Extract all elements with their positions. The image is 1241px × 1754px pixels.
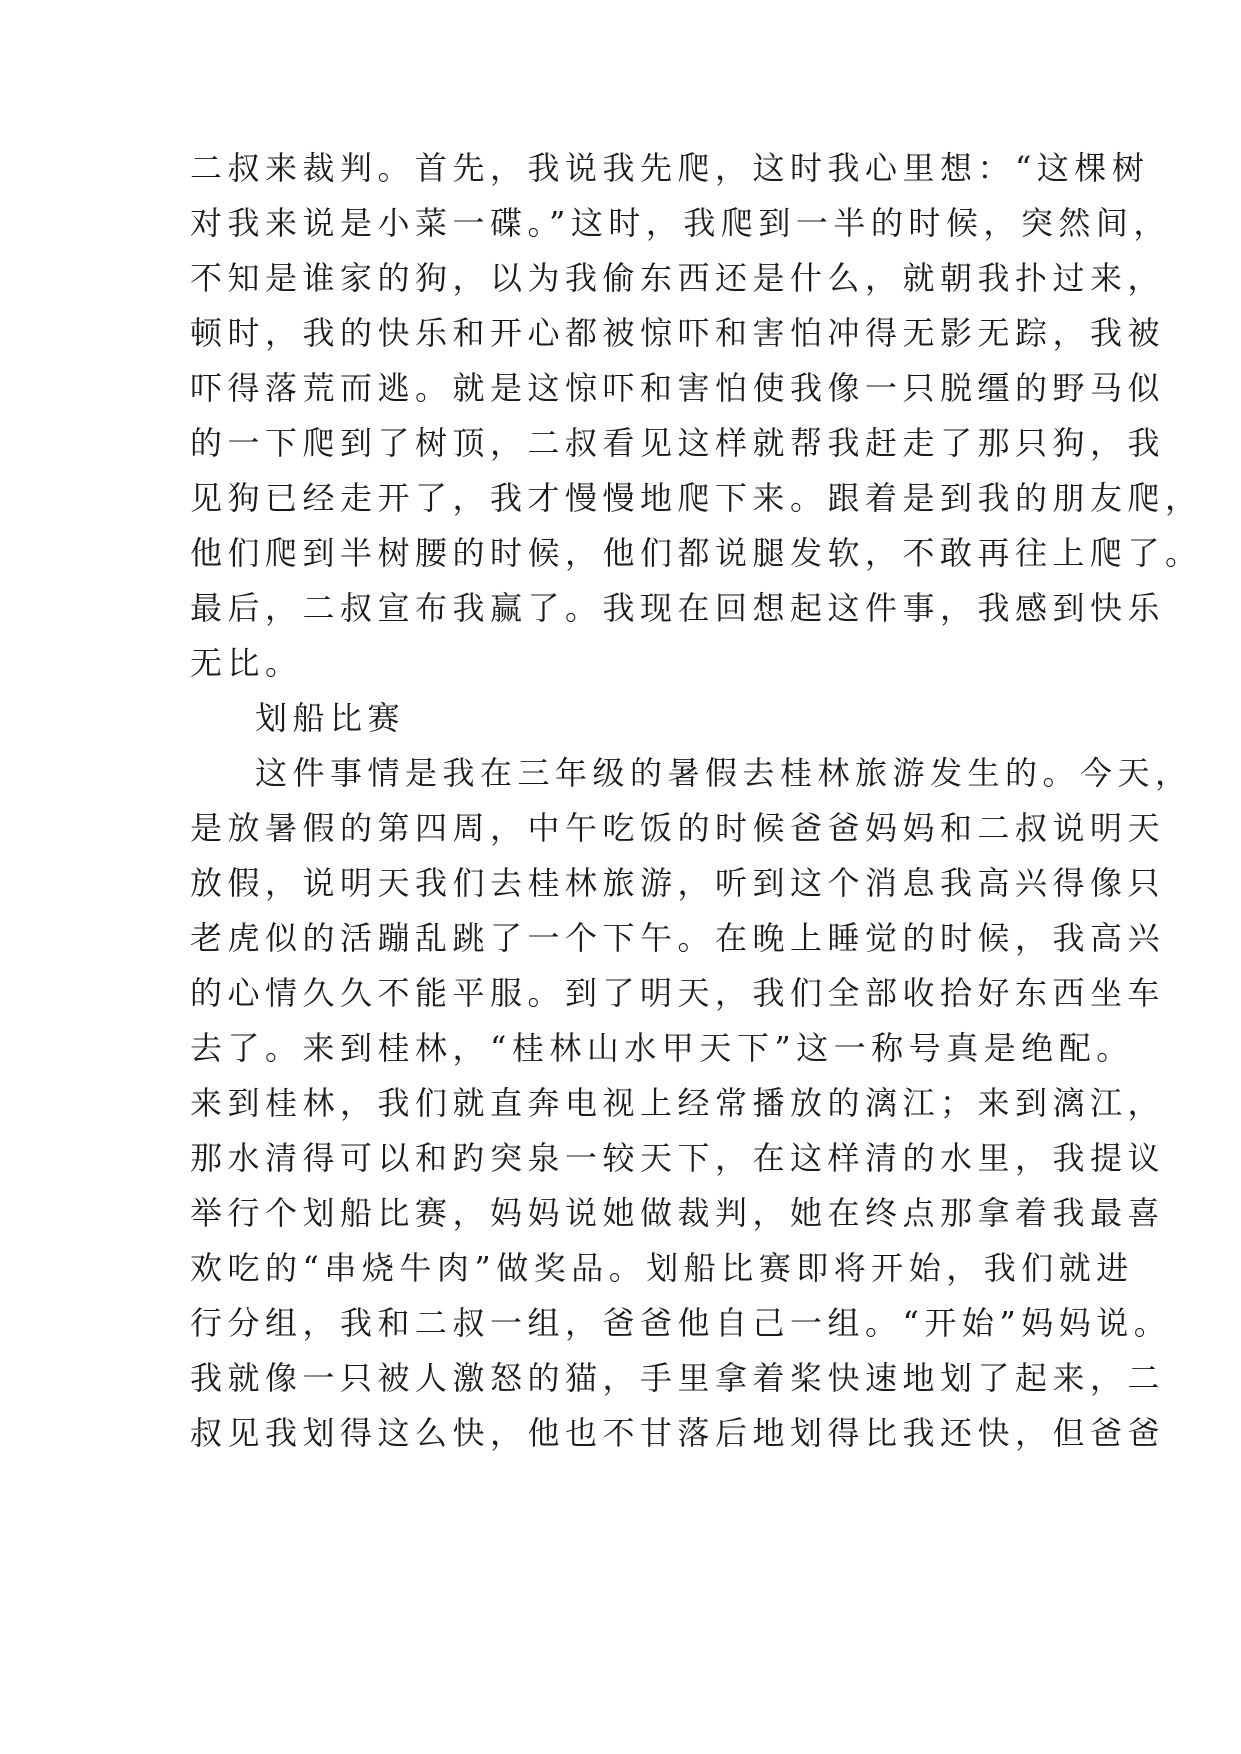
- text-line: 放假，说明天我们去桂林旅游，听到这个消息我高兴得像只: [190, 864, 1166, 902]
- text-line: 我就像一只被人激怒的猫，手里拿着桨快速地划了起来，二: [190, 1359, 1166, 1397]
- text-line: 对我来说是小菜一碟。”这时，我爬到一半的时候，突然间，: [190, 204, 1171, 242]
- text-line: 那水清得可以和趵突泉一较天下，在这样清的水里，我提议: [190, 1139, 1166, 1177]
- text-line: 来到桂林，我们就直奔电视上经常播放的漓江；来到漓江，: [190, 1084, 1166, 1122]
- text-line: 二叔来裁判。首先，我说我先爬，这时我心里想：“这棵树: [190, 149, 1150, 187]
- text-line: 举行个划船比赛，妈妈说她做裁判，她在终点那拿着我最喜: [190, 1194, 1166, 1232]
- text-line: 无比。: [190, 644, 303, 682]
- text-line: 的一下爬到了树顶，二叔看见这样就帮我赶走了那只狗，我: [190, 424, 1166, 462]
- text-line: 去了。来到桂林，“桂林山水甲天下”这一称号真是绝配。: [190, 1029, 1134, 1067]
- text-line: 他们爬到半树腰的时候，他们都说腿发软，不敢再往上爬了。: [190, 534, 1203, 572]
- text-line: 的心情久久不能平服。到了明天，我们全部收拾好东西坐车: [190, 974, 1166, 1012]
- text-line: 行分组，我和二叔一组，爸爸他自己一组。“开始”妈妈说。: [190, 1304, 1172, 1342]
- text-line: 欢吃的“串烧牛肉”做奖品。划船比赛即将开始，我们就进: [190, 1249, 1134, 1287]
- text-line: 叔见我划得这么快，他也不甘落后地划得比我还快，但爸爸: [190, 1414, 1166, 1452]
- text-line: 这件事情是我在三年级的暑假去桂林旅游发生的。今天，: [255, 754, 1193, 792]
- text-line: 老虎似的活蹦乱跳了一个下午。在晚上睡觉的时候，我高兴: [190, 919, 1166, 957]
- text-line: 吓得落荒而逃。就是这惊吓和害怕使我像一只脱缰的野马似: [190, 369, 1166, 407]
- text-line: 最后，二叔宣布我赢了。我现在回想起这件事，我感到快乐: [190, 589, 1166, 627]
- text-line: 不知是谁家的狗，以为我偷东西还是什么，就朝我扑过来，: [190, 259, 1166, 297]
- text-line: 顿时，我的快乐和开心都被惊吓和害怕冲得无影无踪，我被: [190, 314, 1166, 352]
- text-line: 见狗已经走开了，我才慢慢地爬下来。跟着是到我的朋友爬，: [190, 479, 1203, 517]
- text-line: 是放暑假的第四周，中午吃饭的时候爸爸妈妈和二叔说明天: [190, 809, 1166, 847]
- section-heading: 划船比赛: [255, 699, 406, 737]
